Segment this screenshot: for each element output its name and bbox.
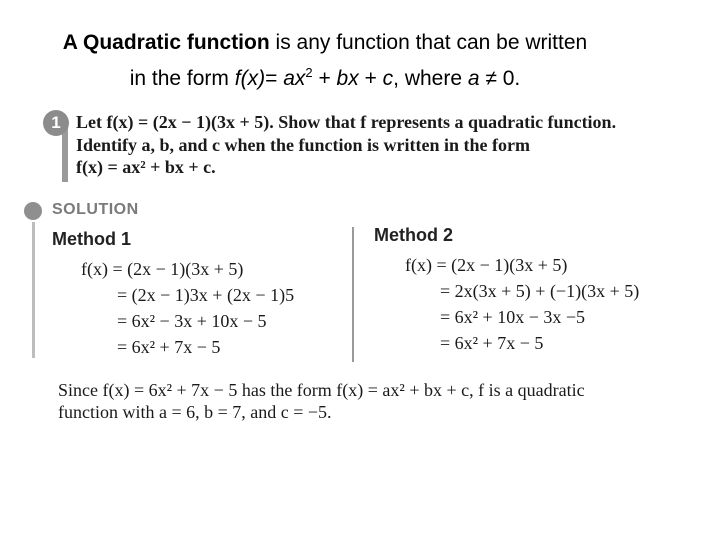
form-c: c <box>382 67 394 90</box>
method-1-step: = 6x² − 3x + 10x − 5 <box>117 311 267 331</box>
solution-label: SOLUTION <box>52 201 139 218</box>
definition-rest: is any function that can be written <box>269 31 588 54</box>
example-line-3: f(x) = ax² + bx + c. <box>76 157 216 177</box>
form-ax: ax <box>283 67 306 90</box>
method-1-title: Method 1 <box>52 229 131 249</box>
solution-conclusion <box>58 379 585 423</box>
example-line-1: Let f(x) = (2x − 1)(3x + 5). Show that f represents a quadratic function. <box>76 112 617 132</box>
form-where: , where <box>393 67 468 90</box>
method-2-title: Method 2 <box>374 225 453 245</box>
method-2-step: f(x) = (2x − 1)(3x + 5) <box>405 255 568 275</box>
example-side-bar <box>62 128 68 182</box>
form-fx: f(x) <box>234 67 266 90</box>
method-divider <box>352 227 354 362</box>
form-exponent: 2 <box>305 65 313 80</box>
example-number-badge: 1 <box>43 110 69 136</box>
solution-bullet-icon <box>24 202 42 220</box>
definition-text <box>0 28 650 94</box>
conclusion-line-1: Since f(x) = 6x² + 7x − 5 has the form f(x) = ax² + bx + c, f is a quadratic <box>58 380 585 400</box>
example-prompt <box>76 111 616 179</box>
form-a: a <box>467 67 480 90</box>
method-1-steps <box>81 256 294 360</box>
form-plus-2: + <box>358 67 383 90</box>
method-1-step: = 6x² + 7x − 5 <box>117 337 221 357</box>
form-plus-1: + <box>312 67 337 90</box>
conclusion-line-2: function with a = 6, b = 7, and c = −5. <box>58 402 332 422</box>
method-2-step: = 6x² + 7x − 5 <box>440 333 544 353</box>
method-1-step: f(x) = (2x − 1)(3x + 5) <box>81 259 244 279</box>
example-line-2: Identify a, b, and c when the function is written in the form <box>76 134 531 155</box>
method-2-step: = 6x² + 10x − 3x −5 <box>440 307 586 327</box>
form-prefix: in the form <box>129 67 235 90</box>
method-2-steps <box>405 252 639 356</box>
definition-term: A Quadratic function <box>62 31 270 54</box>
form-bx: bx <box>336 67 359 90</box>
definition-line-1 <box>0 28 650 58</box>
method-2-step: = 2x(3x + 5) + (−1)(3x + 5) <box>440 281 640 301</box>
method-1-step: = (2x − 1)3x + (2x − 1)5 <box>117 285 295 305</box>
definition-line-2 <box>0 58 650 94</box>
solution-left-rule <box>32 222 35 358</box>
form-eq: = <box>265 67 284 90</box>
form-condition: ≠ 0. <box>479 67 521 90</box>
